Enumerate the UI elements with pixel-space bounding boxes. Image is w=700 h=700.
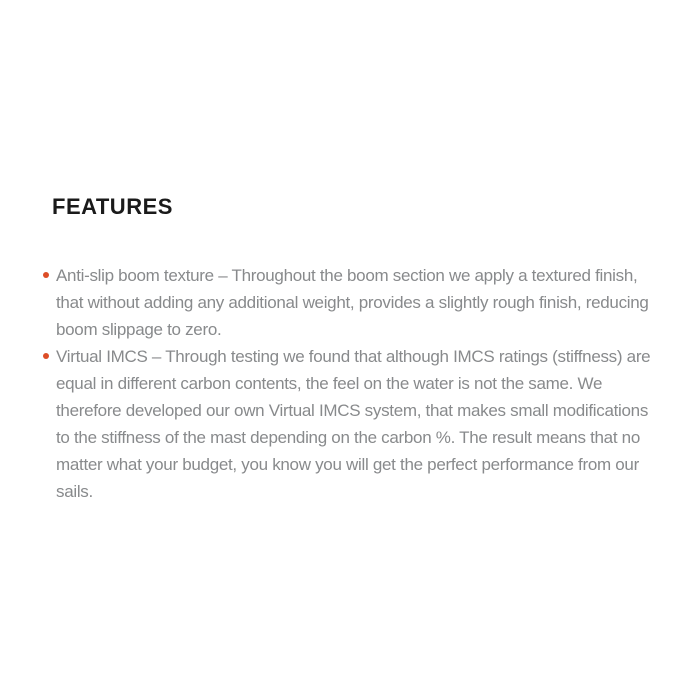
bullet-dot-icon: [43, 353, 49, 359]
list-item: [43, 262, 652, 343]
features-list: [43, 262, 653, 505]
feature-text: Virtual IMCS – Through testing we found that although IMCS ratings (stiffness) are equal in different carbon contents, the feel on the water is not the same. We therefore developed our own Virtual IMCS system, that makes small modifications to the stiffness of the mast depending on the carbon %. The result means that no matter what your budget, you know you will get the perfect performance from our sails.: [56, 347, 651, 501]
feature-text: Anti-slip boom texture – Throughout the boom section we apply a textured finish, that without adding any additional weight, provides a slightly rough finish, reducing boom slippage to zero.: [56, 266, 649, 339]
list-item: [43, 343, 652, 505]
section-title: FEATURES: [52, 194, 173, 219]
bullet-dot-icon: [43, 272, 49, 278]
